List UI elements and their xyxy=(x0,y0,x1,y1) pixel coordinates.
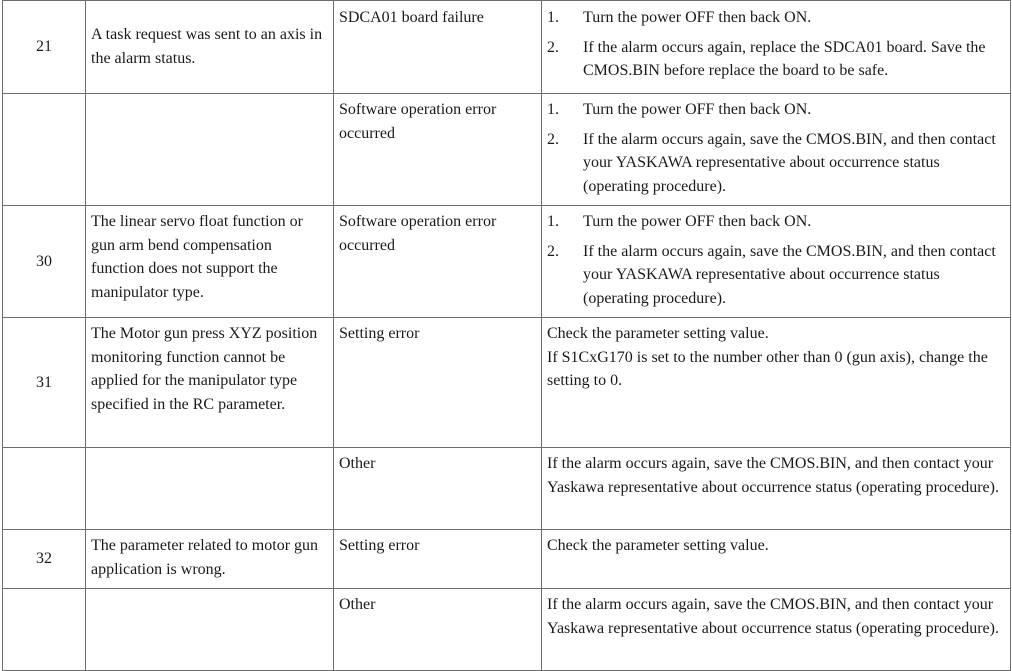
alarm-table xyxy=(2,0,1011,671)
alarm-subcode xyxy=(3,94,86,206)
remedy-step xyxy=(547,240,1006,311)
table-row xyxy=(3,1,1011,94)
remedy-steps xyxy=(547,98,1006,198)
alarm-cause: Setting error xyxy=(334,318,542,448)
table-row xyxy=(3,448,1011,530)
alarm-meaning: The Motor gun press XYZ position monitoring function cannot be applied for the manipulator type specified in the RC parameter. xyxy=(86,318,334,448)
table-row xyxy=(3,206,1011,318)
step-text: Turn the power OFF then back ON. xyxy=(583,9,812,26)
alarm-subcode: 31 xyxy=(3,318,86,448)
remedy-line: If S1CxG170 is set to the number other than 0 (gun axis), change the setting to 0. xyxy=(547,348,988,389)
remedy-step xyxy=(547,6,1006,30)
remedy-step xyxy=(547,210,1006,234)
remedy-line: If the alarm occurs again, save the CMOS.BIN, and then contact your Yaskawa representative about occurrence status (operating procedure). xyxy=(547,596,999,637)
table-row xyxy=(3,530,1011,589)
alarm-cause: Other xyxy=(334,589,542,671)
table-row xyxy=(3,318,1011,448)
remedy-steps xyxy=(547,210,1006,310)
step-number: 1. xyxy=(547,213,559,230)
table-row xyxy=(3,94,1011,206)
alarm-cause: Software operation error occurred xyxy=(334,94,542,206)
alarm-remedy xyxy=(542,318,1011,448)
step-text: Turn the power OFF then back ON. xyxy=(583,213,812,230)
alarm-subcode xyxy=(3,589,86,671)
step-number: 1. xyxy=(547,9,559,26)
step-number: 2. xyxy=(547,242,559,260)
step-number: 1. xyxy=(547,101,559,118)
alarm-cause: Other xyxy=(334,448,542,530)
alarm-cause: Software operation error occurred xyxy=(334,206,542,318)
alarm-remedy xyxy=(542,448,1011,530)
step-number: 2. xyxy=(547,38,559,56)
alarm-cause: SDCA01 board failure xyxy=(334,1,542,94)
remedy-step xyxy=(547,36,1006,83)
alarm-meaning: The parameter related to motor gun application is wrong. xyxy=(86,530,334,589)
alarm-subcode xyxy=(3,448,86,530)
remedy-step xyxy=(547,98,1006,122)
step-number: 2. xyxy=(547,130,559,148)
alarm-subcode: 21 xyxy=(3,1,86,94)
alarm-meaning xyxy=(86,94,334,206)
alarm-remedy xyxy=(542,530,1011,589)
alarm-meaning-text: A task request was sent to an axis in the alarm status. xyxy=(91,26,323,67)
step-text: If the alarm occurs again, save the CMOS.BIN, and then contact your YASKAWA representative about occurrence status (operating procedure). xyxy=(583,242,996,307)
step-text: Turn the power OFF then back ON. xyxy=(583,101,812,118)
alarm-meaning xyxy=(86,1,334,94)
alarm-cause: Setting error xyxy=(334,530,542,589)
alarm-meaning: The linear servo float function or gun arm bend compensation function does not support the manipulator type. xyxy=(86,206,334,318)
alarm-meaning xyxy=(86,589,334,671)
remedy-line: If the alarm occurs again, save the CMOS.BIN, and then contact your Yaskawa representative about occurrence status (operating procedure). xyxy=(547,455,999,496)
step-text: If the alarm occurs again, save the CMOS.BIN, and then contact your YASKAWA representative about occurrence status (operating procedure). xyxy=(583,130,996,195)
table-row xyxy=(3,589,1011,671)
alarm-subcode: 32 xyxy=(3,530,86,589)
remedy-step xyxy=(547,128,1006,199)
alarm-remedy xyxy=(542,589,1011,671)
remedy-line: Check the parameter setting value. xyxy=(547,537,769,554)
alarm-meaning xyxy=(86,448,334,530)
alarm-remedy xyxy=(542,206,1011,318)
remedy-line: Check the parameter setting value. xyxy=(547,325,769,342)
alarm-remedy xyxy=(542,94,1011,206)
remedy-steps xyxy=(547,6,1006,83)
alarm-remedy xyxy=(542,1,1011,94)
alarm-subcode: 30 xyxy=(3,206,86,318)
step-text: If the alarm occurs again, replace the SDCA01 board. Save the CMOS.BIN before replace the board to be safe. xyxy=(583,38,986,79)
